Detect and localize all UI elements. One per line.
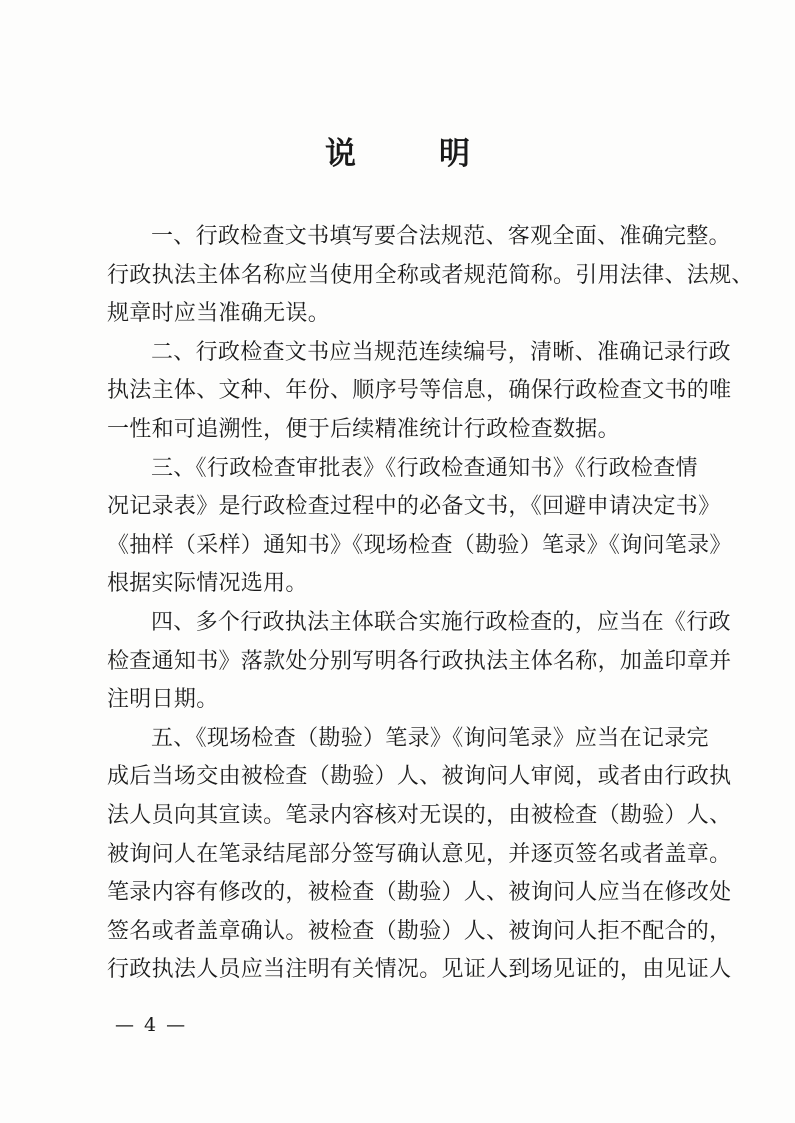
paragraph-line: 被询问人在笔录结尾部分签写确认意见，并逐页签名或者盖章。 [107, 841, 732, 867]
paragraph-line: 四、多个行政执法主体联合实施行政检查的，应当在《行政 [151, 609, 731, 635]
paragraph-line: 根据实际情况选用。 [107, 571, 308, 597]
paragraph-2 [107, 334, 732, 450]
paragraph-line: 三、《行政检查审批表》《行政检查通知书》《行政检查情 [151, 455, 698, 481]
paragraph-line: 二、行政检查文书应当规范连续编号，清晰、准确记录行政 [151, 339, 731, 365]
page-number: — 4 — [115, 1014, 188, 1036]
paragraph-1 [107, 218, 754, 334]
paragraph-line: 执法主体、文种、年份、顺序号等信息，确保行政检查文书的唯 [107, 378, 732, 404]
paragraph-4 [107, 604, 732, 720]
paragraph-line: 规章时应当准确无误。 [107, 301, 331, 327]
paragraph-line: 签名或者盖章确认。被检查（勘验）人、被询问人拒不配合的， [107, 918, 732, 944]
paragraph-line: 成后当场交由被检查（勘验）人、被询问人审阅，或者由行政执 [107, 764, 732, 790]
paragraph-line: 笔录内容有修改的，被检查（勘验）人、被询问人应当在修改处 [107, 880, 732, 906]
paragraph-line: 法人员向其宣读。笔录内容核对无误的，由被检查（勘验）人、 [107, 802, 732, 828]
paragraph-line: 行政执法主体名称应当使用全称或者规范简称。引用法律、法规、 [107, 262, 754, 288]
paragraph-line: 注明日期。 [107, 687, 219, 713]
paragraph-3 [107, 450, 732, 604]
paragraph-line: 行政执法人员应当注明有关情况。见证人到场见证的，由见证人 [107, 957, 732, 983]
page-title: 说 明 [325, 136, 496, 172]
paragraph-5 [107, 720, 732, 990]
paragraph-line: 况记录表》是行政检查过程中的必备文书，《回避申请决定书》 [107, 494, 721, 520]
paragraph-line: 一性和可追溯性，便于后续精准统计行政检查数据。 [107, 416, 620, 442]
paragraph-line: 检查通知书》落款处分别写明各行政执法主体名称，加盖印章并 [107, 648, 732, 674]
paragraph-line: 一、行政检查文书填写要合法规范、客观全面、准确完整。 [151, 224, 731, 249]
paragraph-line: 五、《现场检查（勘验）笔录》《询问笔录》应当在记录完 [151, 725, 709, 751]
document-body [107, 218, 754, 990]
paragraph-line: 《抽样（采样）通知书》《现场检查（勘验）笔录》《询问笔录》 [107, 532, 732, 558]
